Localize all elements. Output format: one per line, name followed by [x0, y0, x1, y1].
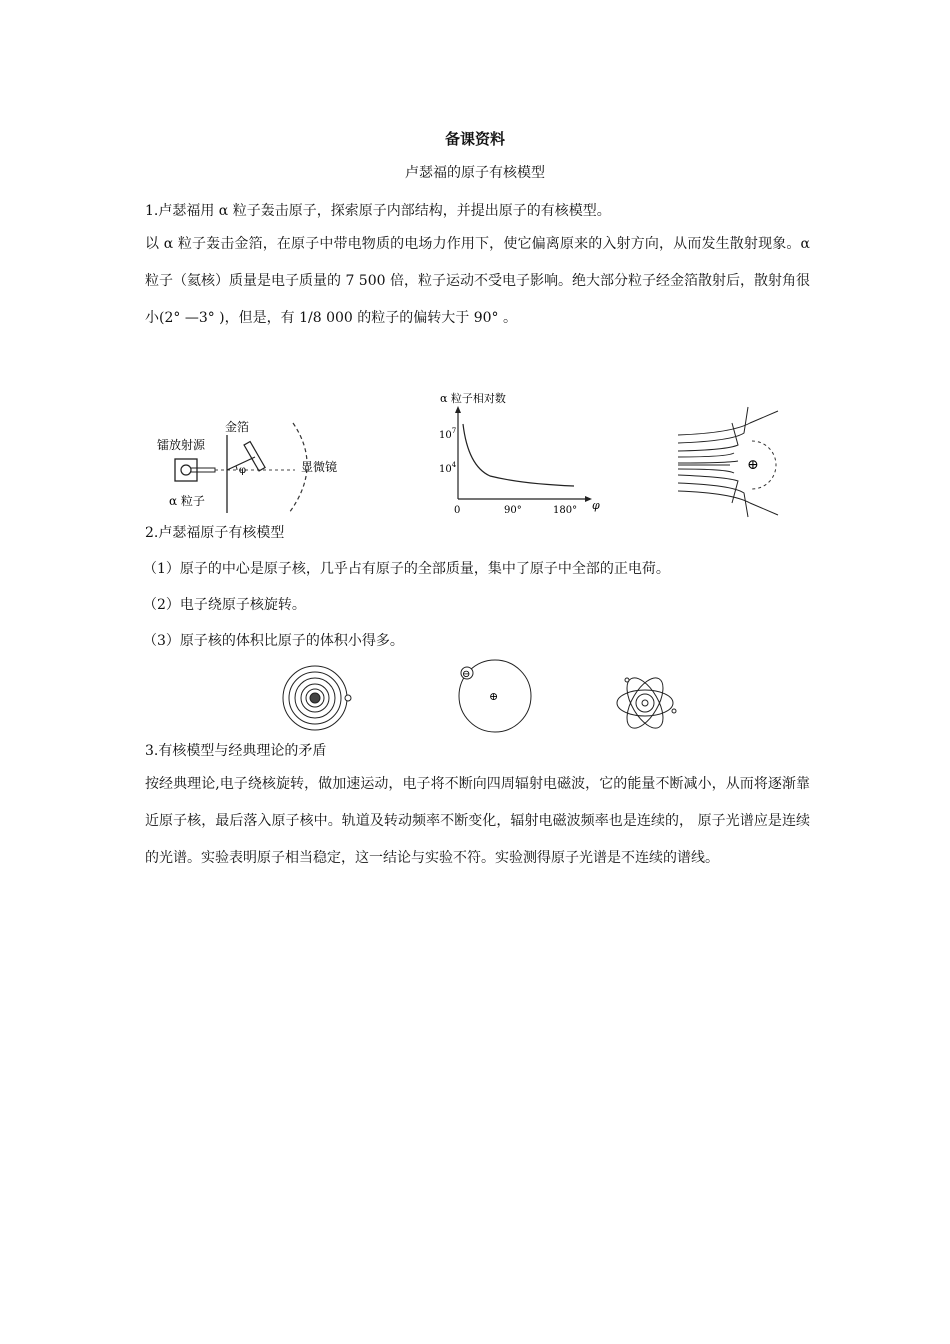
graph-ylabel: α 粒子相对数	[440, 392, 506, 405]
section2-item-3: （3）原子核的体积比原子的体积小得多。	[143, 633, 404, 649]
foil-label: 金箔	[225, 420, 250, 434]
y-axis-arrow-icon	[455, 406, 461, 413]
multi-orbit-model-icon	[617, 672, 676, 733]
section1-heading: 1.卢瑟福用 α 粒子轰击原子，探索原子内部结构，并提出原子的有核模型。	[145, 203, 611, 219]
ytick-high: $10^7$	[439, 427, 457, 441]
single-electron-model-icon	[459, 660, 531, 732]
alpha-label: α 粒子	[169, 494, 205, 508]
angle-label: φ	[239, 465, 247, 476]
source-icon	[181, 465, 191, 475]
document-subtitle: 卢瑟福的原子有核模型	[405, 165, 545, 181]
scattering-graph	[432, 388, 607, 518]
ytick-low: $10^4$	[439, 461, 457, 475]
atom-models-figure	[275, 658, 695, 738]
planetary-model-icon	[283, 666, 351, 730]
microscope-label: 显微镜	[301, 460, 338, 474]
section3-body: 按经典理论,电子绕核旋转，做加速运动，电子将不断向四周辐射电磁波，它的能量不断减小，从而将逐渐靠近原子核，最后落入原子核中。轨道及转动频率不断变化，辐射电磁波频率也是连续的， 原子光谱应是连续的光谱。实验表明原子相当稳定，这一结论与实验不符。实验测得原子光谱是不连续的谱线。	[145, 776, 810, 866]
section3-heading: 3.有核模型与经典理论的矛盾	[145, 743, 327, 759]
section2-item-2: （2）电子绕原子核旋转。	[143, 597, 306, 613]
section2-item-1: （1）原子的中心是原子核，几乎占有原子的全部质量，集中了原子中全部的正电荷。	[143, 561, 670, 577]
nucleus-icon: ⊕	[747, 457, 759, 473]
nucleus-icon: ⊕	[489, 690, 499, 703]
alpha-paths	[678, 407, 778, 517]
xtick-0: 0	[454, 505, 461, 516]
collimator-icon	[191, 468, 215, 472]
graph-xlabel: φ	[592, 499, 600, 512]
electron-icon: ⊖	[462, 669, 471, 680]
section2-heading: 2.卢瑟福原子有核模型	[145, 525, 285, 541]
xtick-180: 180°	[553, 505, 578, 516]
microscope-icon	[244, 442, 265, 471]
scattering-curve	[463, 424, 574, 486]
source-box	[175, 459, 197, 481]
xtick-90: 90°	[504, 505, 522, 516]
x-axis-arrow-icon	[585, 496, 592, 502]
apparatus-figure	[155, 415, 355, 515]
section1-body: 以 α 粒子轰击金箔，在原子中带电物质的电场力作用下，使它偏离原来的入射方向，从而发生散射现象。α 粒子（氦核）质量是电子质量的 7 500 倍，粒子运动不受电子影响。绝大部分粒子经金箔散射后，散射角很小(2° —3° )，但是，有 1/8 000 的粒子的偏转大于 90° 。	[145, 236, 810, 326]
angle-arc	[236, 466, 237, 470]
document-title: 备课资料	[444, 130, 505, 148]
source-label: 镭放射源	[157, 438, 206, 452]
deflection-figure	[672, 405, 807, 520]
